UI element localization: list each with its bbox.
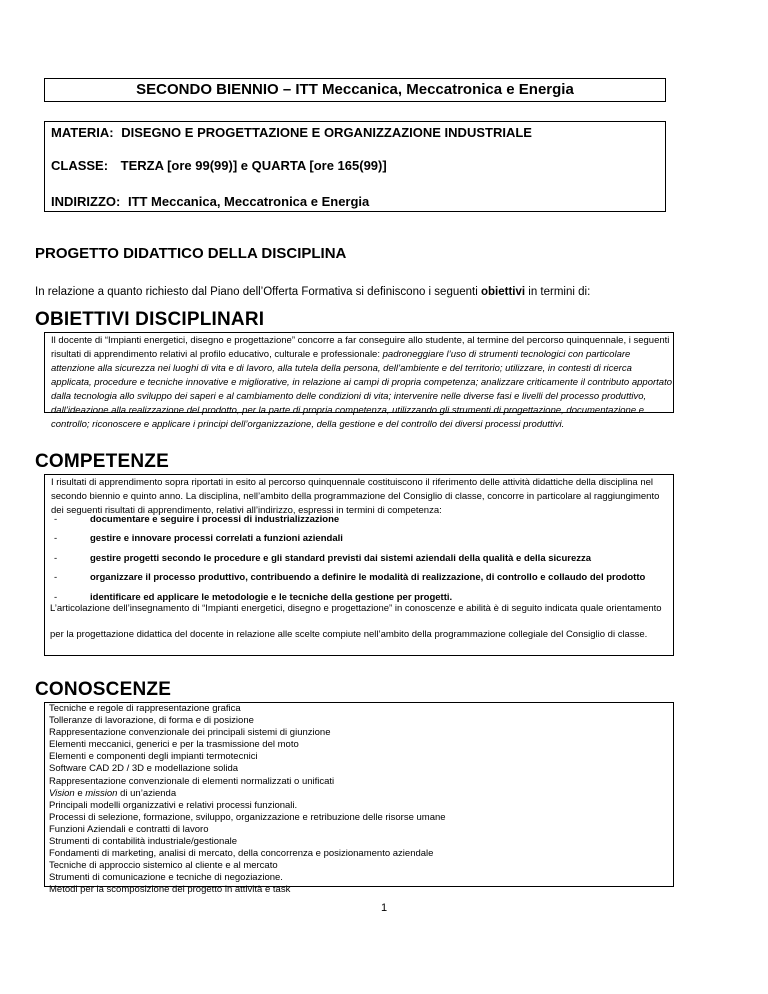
conoscenza-item: Rappresentazione convenzionale di elementi normalizzati o unificati xyxy=(49,775,335,787)
materia-value: DISEGNO E PROGETTAZIONE E ORGANIZZAZIONE INDUSTRIALE xyxy=(121,125,532,140)
conoscenza-item: Tecniche di approccio sistemico al cliente e al mercato xyxy=(49,860,278,872)
competenze-intro: I risultati di apprendimento sopra riportati in esito al percorso quinquennale costituiscono il riferimento delle attività didattiche della disciplina nel secondo biennio e quinto anno. La disciplina, nell’ambito della programmazione del Consiglio di classe, concorre in particolare al raggiungimento dei seguenti risultati di apprendimento, relativi all’indirizzo, espressi in termini di competenza: xyxy=(51,477,660,516)
page-number: 1 xyxy=(380,902,388,914)
conoscenza-item: Elementi meccanici, generici e per la trasmissione del moto xyxy=(49,739,299,751)
progetto-heading: PROGETTO DIDATTICO DELLA DISCIPLINA xyxy=(35,245,347,262)
indirizzo-value: ITT Meccanica, Meccatronica e Energia xyxy=(127,194,370,209)
bullet-dash: - xyxy=(54,572,58,583)
bullet-dash: - xyxy=(54,533,58,544)
conoscenza-item: Funzioni Aziendali e contratti di lavoro xyxy=(49,823,209,835)
competenze-heading: COMPETENZE xyxy=(35,451,169,472)
intro-text-before: In relazione a quanto richiesto dal Piano dell’Offerta Formativa si definiscono i seguenti xyxy=(35,286,481,298)
competenze-closing-1: L’articolazione dell’insegnamento di “Impianti energetici, disegno e progettazione” in conoscenze e abilità è di seguito indicata quale orientamento xyxy=(50,603,662,614)
bullet-dash: - xyxy=(54,553,58,564)
conoscenza-item: Strumenti di contabilità industriale/gestionale xyxy=(49,836,237,848)
conoscenza-item: Principali modelli organizzativi e relativi processi funzionali. xyxy=(49,799,298,811)
classe-label: CLASSE: xyxy=(51,158,109,173)
indirizzo-label: INDIRIZZO: xyxy=(51,194,121,209)
intro-text-after: in termini di: xyxy=(525,286,591,298)
conoscenze-heading: CONOSCENZE xyxy=(35,679,172,700)
materia-line xyxy=(51,125,532,140)
obiettivi-text xyxy=(51,333,673,432)
conoscenza-item: Tecniche e regole di rappresentazione grafica xyxy=(49,703,241,714)
obiettivi-text-italic: padroneggiare l’uso di strumenti tecnologici con particolare attenzione alla sicurezza nei luoghi di vita e di lavoro, alla tutela della persona, dell’ambiente e del territorio; utilizzare, in contesti di ricerca applicata, procedure e tecniche innovative e migliorative, in relazione ai campi di propria competenza; analizzare criticamente il contributo apportato dalla tecnologia allo sviluppo dei saperi e al cambiamento delle condizioni di vita; intervenire nelle diverse fasi e livelli del processo produttivo, dall’ideazione alla realizzazione del prodotto, per la parte di propria competenza, utilizzando gli strumenti di progettazione, documentazione e controllo; riconoscere e applicare i principi dell’organizzazione, della gestione e del controllo dei diversi processi produttivi. xyxy=(51,349,673,430)
obiettivi-text-plain: Il docente di “Impianti energetici, disegno e progettazione” concorre a far conseguire allo studente, al termine del percorso quinquennale, i seguenti risultati di apprendimento relativi al profilo educativo, culturale e professionale: xyxy=(51,335,670,360)
conoscenza-item: Metodi per la scomposizione del progetto in attività e task xyxy=(49,884,291,896)
conoscenza-item: Software CAD 2D / 3D e modellazione solida xyxy=(49,763,239,775)
obiettivi-heading: OBIETTIVI DISCIPLINARI xyxy=(35,309,265,330)
classe-line xyxy=(51,158,387,173)
course-info-box xyxy=(44,121,666,212)
conoscenza-item: Elementi e componenti degli impianti termotecnici xyxy=(49,751,258,763)
conoscenza-item: Tolleranze di lavorazione, di forma e di posizione xyxy=(49,715,254,727)
conoscenza-item: Processi di selezione, formazione, sviluppo, organizzazione e retribuzione delle risorse umane xyxy=(49,811,446,823)
conoscenza-item: Fondamenti di marketing, analisi di mercato, della concorrenza e posizionamento aziendale xyxy=(49,848,434,860)
competenze-closing-2: per la progettazione didattica del docente in relazione alle scelte compiute nell’ambito della programmazione collegiale del Consiglio di classe. xyxy=(50,629,648,640)
progetto-intro xyxy=(35,286,590,298)
indirizzo-line xyxy=(51,194,369,209)
materia-label: MATERIA: xyxy=(51,125,114,140)
intro-text-bold: obiettivi xyxy=(480,286,526,298)
bullet-dash: - xyxy=(54,514,58,525)
conoscenza-item: Rappresentazione convenzionale dei principali sistemi di giunzione xyxy=(49,727,331,739)
conoscenza-item: Strumenti di comunicazione e tecniche di negoziazione. xyxy=(49,872,283,884)
conoscenza-item-vision: Vision e mission di un’azienda xyxy=(49,787,177,799)
bullet-dash: - xyxy=(54,592,58,603)
conoscenze-box xyxy=(44,702,674,896)
document-title: SECONDO BIENNIO – ITT Meccanica, Meccatronica e Energia xyxy=(44,78,666,102)
obiettivi-box xyxy=(44,332,674,430)
classe-value: TERZA [ore 99(99)] e QUARTA [ore 165(99)] xyxy=(120,158,387,173)
